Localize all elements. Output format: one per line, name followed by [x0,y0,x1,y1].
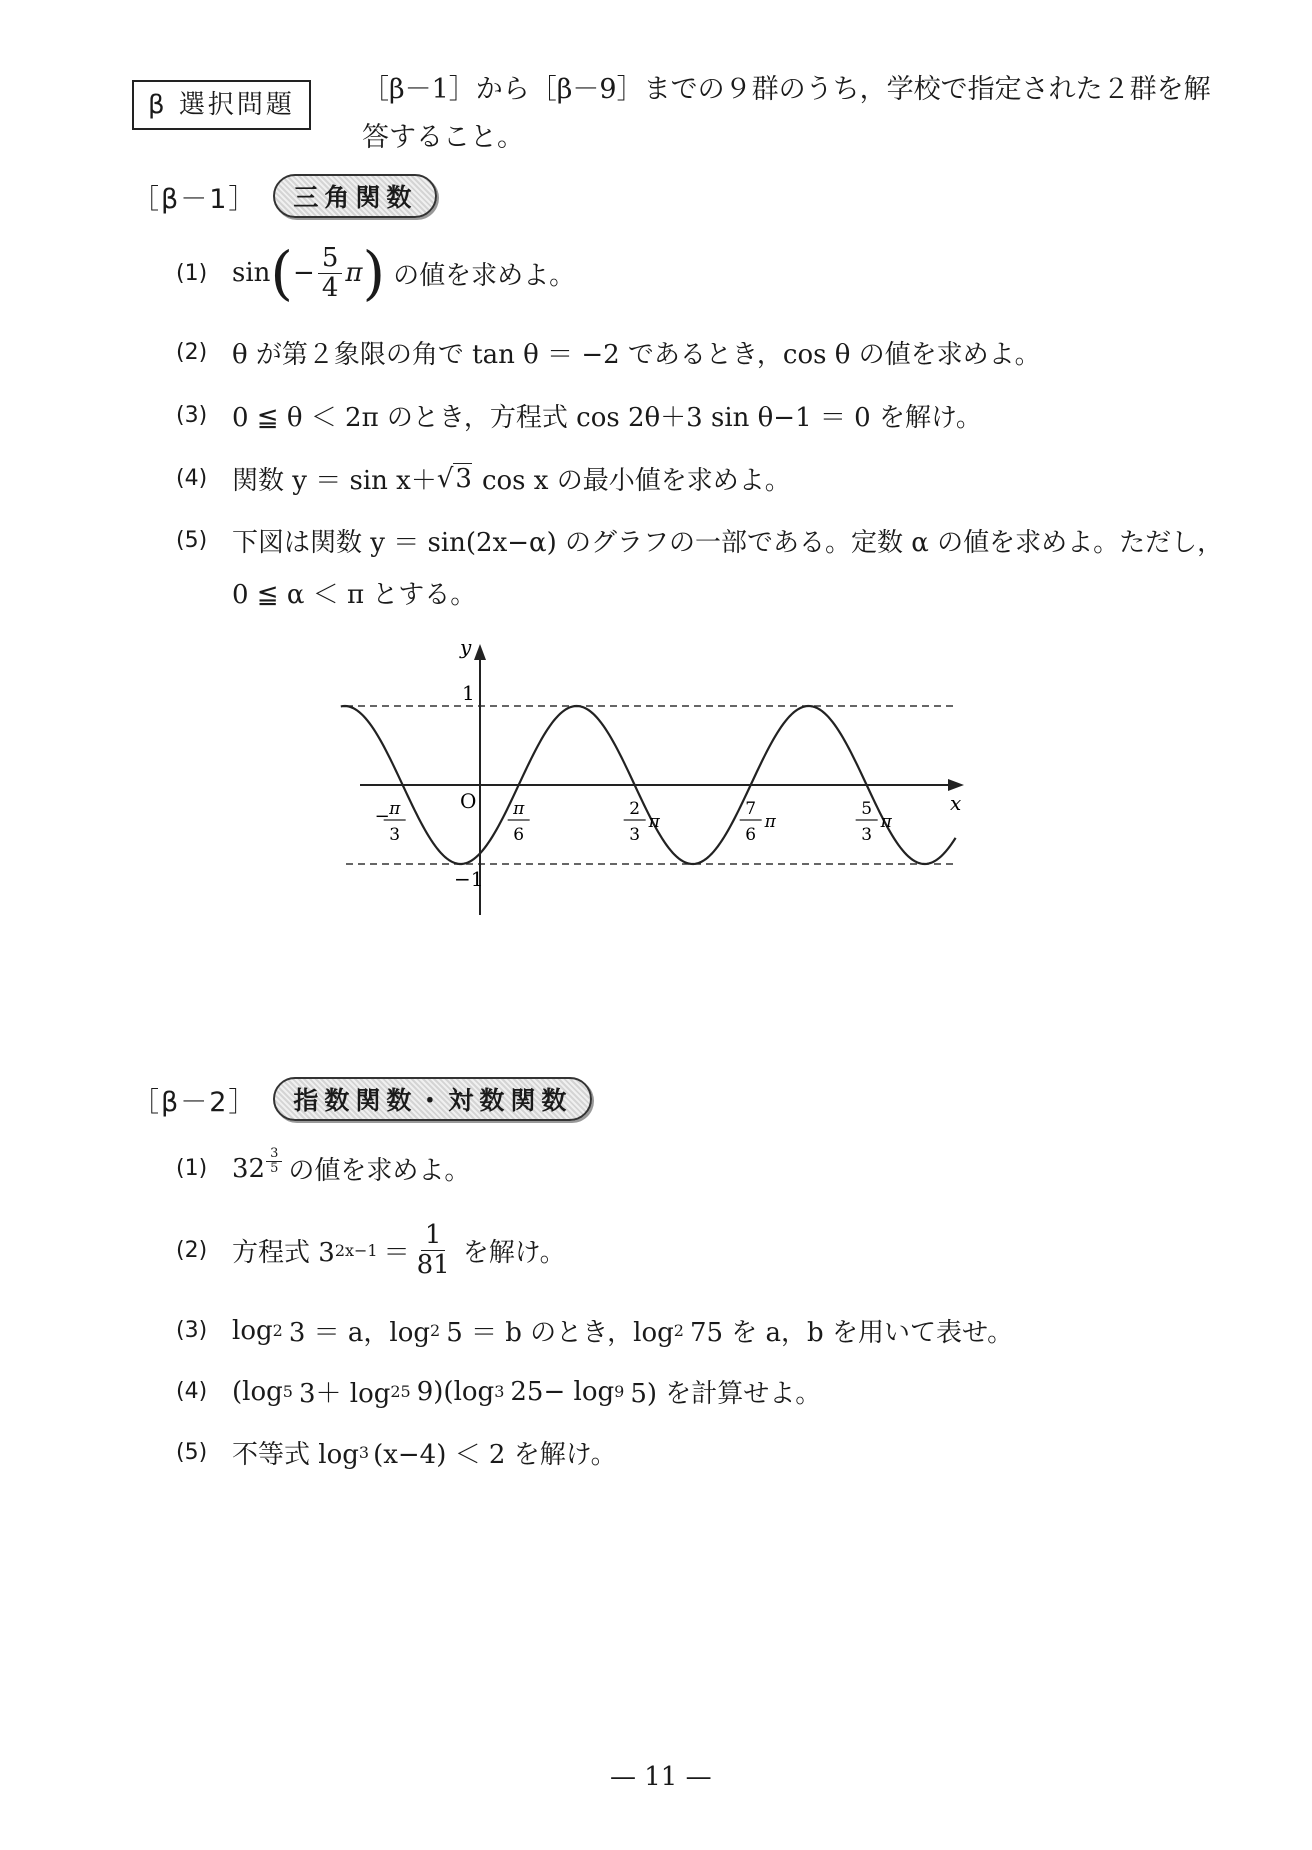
tick-denominator: 3 [861,825,873,845]
fraction-denominator: 4 [321,272,339,303]
pi-symbol: π [345,258,363,288]
y-min-label: −1 [454,867,484,891]
text-part: (x−4) ＜ 2 を解け。 [373,1440,617,1470]
question-1-5-cont [232,574,476,611]
x-axis-label: x [950,791,962,815]
sqrt-symbol: √ [436,463,454,494]
x-axis-arrow [948,779,964,791]
text-part: 9)(log [416,1376,495,1407]
text-part: 75 を a，b を用いて表せ。 [689,1318,1014,1348]
question-text: 0 ≦ θ ＜ 2π のとき，方程式 cos 2θ＋3 sin θ−1 ＝ 0 を解け。 [232,403,982,433]
right-paren: ) [362,239,386,307]
text-part: 3＋ log [298,1379,391,1409]
tick-denominator: 6 [745,825,757,845]
question-text: を解け。 [462,1237,566,1268]
question-1-5 [176,522,1223,559]
left-paren: ( [270,239,294,307]
exponent: 2x−1 [334,1240,378,1260]
equals-sign: ＝ [383,1237,410,1268]
section-1-heading [132,174,437,218]
section-1-title: 三角関数 [273,174,437,218]
question-label: (5) [176,1440,208,1465]
section-2-title: 指数関数・対数関数 [273,1077,592,1121]
log-base: 2 [272,1321,283,1340]
rhs-numerator: 1 [421,1221,446,1251]
section-2-number: ［β－2］ [132,1086,258,1118]
question-label: (1) [176,1156,208,1181]
y-axis-label: y [460,635,472,659]
question-2-1 [176,1145,471,1187]
intro-text [362,66,1242,162]
fraction [318,244,343,302]
tick-pi: π [764,812,776,832]
selection-label: β 選択問題 [148,90,295,120]
rhs-denominator: 81 [416,1249,450,1280]
selection-label-box [132,80,311,130]
question-text-pre: 方程式 3 [232,1237,335,1268]
question-label: (3) [176,1318,208,1343]
question-1-2 [176,334,1041,371]
question-label: (2) [176,1237,208,1263]
text-part: 5 ＝ b のとき，log [446,1318,674,1348]
tick-numerator: π [389,799,401,819]
log-base: 5 [282,1382,293,1401]
tick-denominator: 3 [389,825,401,845]
question-1-4 [176,460,791,497]
y-max-label: 1 [462,681,475,705]
text-part: 25− log [510,1376,615,1407]
log-base: 3 [494,1382,505,1401]
tick-numerator: 2 [629,799,641,819]
sqrt-value: 3 [455,464,472,494]
question-text-pre: 関数 y ＝ sin x＋ [232,466,437,496]
text-part: 不等式 log [232,1440,359,1470]
tick-denominator: 3 [629,825,641,845]
origin-label: O [460,789,477,813]
exponent-denominator: 5 [270,1161,279,1176]
section-2-heading [132,1077,592,1121]
y-axis-arrow [474,644,486,660]
minus-sign: − [293,258,315,288]
question-2-3 [176,1312,1013,1349]
question-1-3 [176,397,982,434]
question-text: の値を求めよ。 [393,260,576,291]
question-2-4 [176,1373,821,1410]
question-text-line2: 0 ≦ α ＜ π とする。 [232,580,477,610]
section-1-number: ［β－1］ [132,183,258,215]
question-2-5 [176,1434,617,1471]
question-label: (4) [176,466,208,491]
page-number: — 11 — [610,1762,712,1792]
sine-graph [330,630,990,920]
tick-sign: − [374,806,390,827]
question-label: (5) [176,528,208,553]
log-base: 9 [614,1382,625,1401]
tick-denominator: 6 [513,825,525,845]
base-number: 32 [232,1153,266,1184]
question-label: (1) [176,260,208,286]
text-part: log [232,1315,273,1346]
fraction-numerator: 5 [318,244,343,274]
exponent-numerator: 3 [266,1147,282,1162]
question-text-line1: 下図は関数 y ＝ sin(2x−α) のグラフの一部である。定数 α の値を求めよ。ただし， [232,528,1224,558]
text-part: (log [232,1376,283,1407]
question-1-1 [176,238,575,308]
tick-numerator: 7 [745,799,757,819]
question-2-2 [176,1216,566,1284]
question-label: (4) [176,1379,208,1404]
rhs-fraction [413,1221,454,1279]
intro-line-2: 答すること。 [362,122,524,153]
log-base: 3 [358,1443,370,1462]
tick-pi: π [880,812,892,832]
tick-pi: π [648,812,660,832]
x-tick-labels [375,799,893,845]
question-text: の値を求めよ。 [288,1156,471,1186]
intro-line-1: ［β－1］から［β－9］までの９群のうち，学校で指定された２群を解 [362,74,1211,105]
question-label: (3) [176,403,208,428]
tick-numerator: π [513,799,525,819]
log-base: 2 [430,1321,441,1340]
text-part: 5) を計算せよ。 [630,1379,822,1409]
text-part: 3 ＝ a，log [288,1318,430,1348]
log-base: 2 [673,1321,684,1340]
sin-function: sin [232,258,271,288]
log-base: 25 [390,1382,411,1401]
tick-numerator: 5 [861,799,873,819]
question-text: θ が第２象限の角で tan θ ＝ −2 であるとき，cos θ の値を求めよ。 [232,340,1041,370]
question-text-post: cos x の最小値を求めよ。 [481,466,791,496]
question-label: (2) [176,340,208,365]
exponent-fraction [266,1147,282,1177]
